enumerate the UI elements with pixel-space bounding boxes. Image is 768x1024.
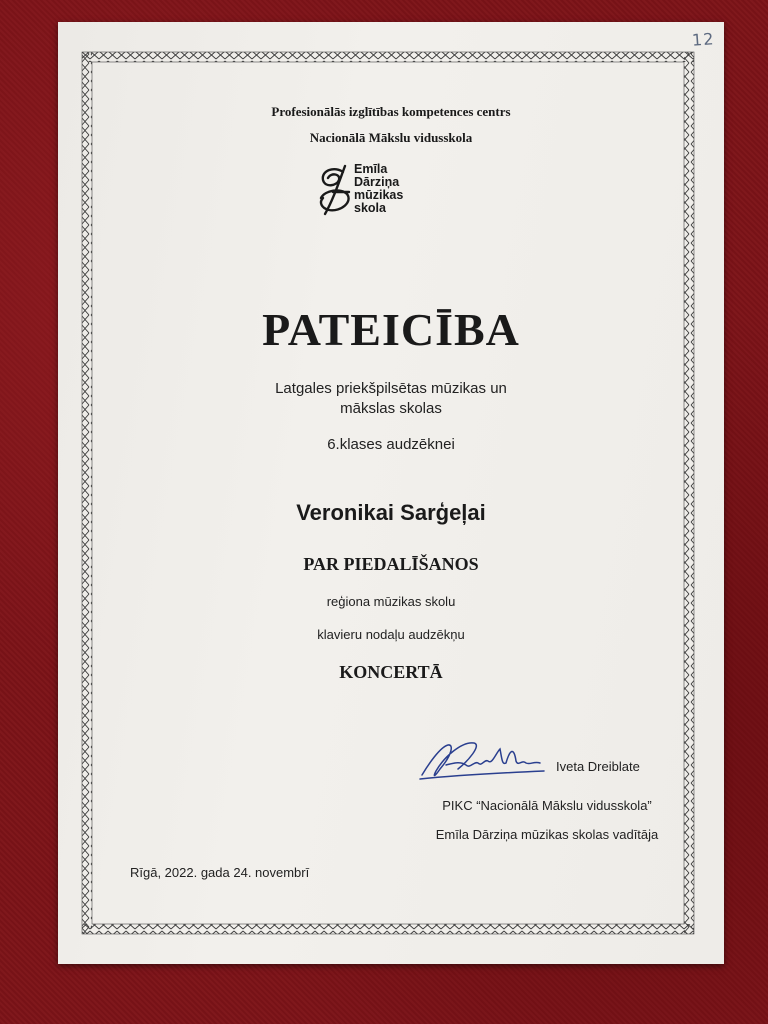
reason-line-2: klavieru nodaļu audzēkņu <box>317 627 465 642</box>
institution-line-1: Profesionālās izglītības kompetences centrs <box>271 104 511 119</box>
logo-word: Dārziņa <box>354 175 400 189</box>
signatory-name: Iveta Dreiblate <box>556 759 640 774</box>
institution-line-2: Nacionālā Mākslu vidusskola <box>309 130 473 145</box>
handwritten-page-number: 12 <box>691 29 715 50</box>
handwritten-signature <box>418 735 548 787</box>
logo-word: Emīla <box>354 162 388 176</box>
signatory-position-2: Emīla Dārziņa mūzikas skolas vadītāja <box>435 827 659 842</box>
logo-word: mūzikas <box>354 188 404 202</box>
signatory-position-1: PIKC “Nacionālā Mākslu vidusskola” <box>442 798 652 813</box>
logo-word: skola <box>354 201 386 215</box>
reason-heading: PAR PIEDALĪŠANOS <box>303 554 479 574</box>
place-and-date: Rīgā, 2022. gada 24. novembrī <box>130 865 310 880</box>
grade-line: 6.klases audzēknei <box>327 436 455 453</box>
event-name: KONCERTĀ <box>339 662 443 682</box>
reason-line-1: reģiona mūzikas skolu <box>326 594 456 609</box>
school-line-1: Latgales priekšpilsētas mūzikas un <box>275 380 507 397</box>
recipient-name: Veronikai Sarģeļai <box>296 500 486 525</box>
certificate-title: PATEICĪBA <box>262 304 520 355</box>
school-line-2: mākslas skolas <box>340 400 442 417</box>
logo-wordmark <box>354 163 403 215</box>
